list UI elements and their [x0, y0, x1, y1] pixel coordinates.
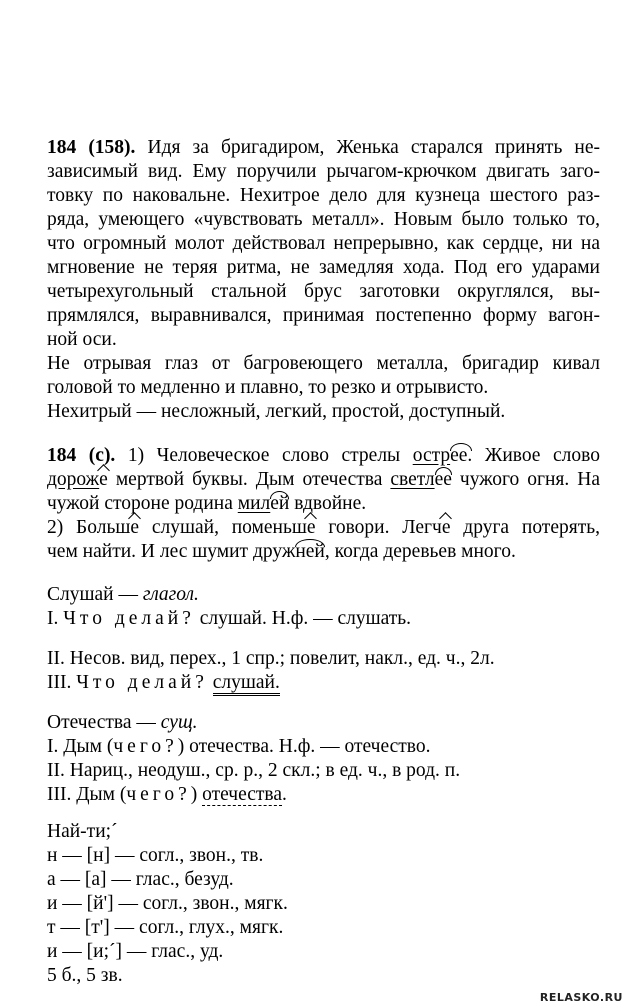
phon-row: т — [т'] — согл., глух., мягк.	[47, 917, 284, 938]
word-dorozhe: дороже	[47, 469, 108, 490]
phon-heading: Най-ти;´	[47, 821, 118, 842]
parse2-row-1: I. Дым (чего?) отечества. Н.ф. — отечество.	[47, 736, 431, 757]
parse2-heading: Отечества — сущ.	[47, 712, 198, 733]
phon-row: и — [й'] — согл., звон., мягк.	[47, 893, 288, 914]
phon-row: а — [а] — глас., безуд.	[47, 869, 234, 890]
ex184-line-11: головой то медленно и плавно, то резко и отрывисто.	[47, 377, 489, 398]
parse1-row-2: II. Несов. вид, перех., 1 спр.; повелит, накл., ед. ч., 2л.	[47, 648, 495, 669]
ex184c-line-2: дороже мертвой буквы. Дым отечества светлее чужого огня. На	[47, 469, 600, 490]
ex184-line-4: ряда, умеющего «чувствовать металл». Новым было только то,	[47, 209, 600, 230]
ex184-number: 184 (158).	[47, 137, 136, 158]
ex184-line-2: зависимый вид. Ему поручили рычагом-крючком двигать заго-	[47, 161, 600, 182]
ex184-line-1: 184 (158). Идя за бригадиром, Женька старался принять не-	[47, 137, 600, 158]
ex184-line-3: товку по наковальне. Нехитрое дело для кузнеца шестого раз-	[47, 185, 600, 206]
ex184-line-5: что огромный молот действовал непрерывно, как сердце, ни на	[47, 233, 600, 254]
parse2-row-2: II. Нариц., неодуш., ср. р., 2 скл.; в ед. ч., в род. п.	[47, 760, 461, 781]
ex184c-line-3: чужой стороне родина милей вдвойне.	[47, 493, 367, 514]
parse1-row-1: I. Что делай? слушай. Н.ф. — слушать.	[47, 608, 412, 629]
ex184-line-6: мгновение не теряя ритма, не замедляя хода. Под его ударами	[47, 257, 600, 278]
phon-total: 5 б., 5 зв.	[47, 965, 123, 986]
ex184-line-9: ной оси.	[47, 329, 117, 350]
parse2-row-3: III. Дым (чего?) отечества.	[47, 784, 287, 805]
ex184c-number: 184 (с).	[47, 445, 116, 466]
phon-row: и — [и;´] — глас., уд.	[47, 941, 224, 962]
ex184-line-8: прямлялся, выравнивался, принимая постепенно форму вагон-	[47, 305, 600, 326]
word-svetlee: светлее	[390, 469, 452, 490]
ex184c-line-4: 2) Больше слушай, поменьше говори. Легче друга потерять,	[47, 517, 600, 538]
ex184-line-12: Нехитрый — несложный, легкий, простой, доступный.	[47, 401, 506, 422]
ex184-line-10: Не отрывая глаз от багровеющего металла, бригадир кивал	[47, 353, 600, 374]
parse1-heading: Слушай — глагол.	[47, 584, 199, 605]
ex184c-line-1: 184 (с). 1) Человеческое слово стрелы острее. Живое слово	[47, 445, 600, 466]
parse1-row-3: III. Что делай? слушай.	[47, 671, 600, 695]
watermark: RELASKO.RU	[539, 991, 623, 1004]
ex184-line-7: четырехугольный стальной брус заготовки округлялся, вы-	[47, 281, 600, 302]
ex184c-line-5: чем найти. И лес шумит дружней, когда деревьев много.	[47, 541, 516, 562]
phon-row: н — [н] — согл., звон., тв.	[47, 845, 264, 866]
word-otechestva: отечества	[202, 784, 283, 805]
word-slushai: слушай.	[213, 672, 280, 696]
word-milei: милей	[237, 493, 290, 514]
word-ostree: острее.	[412, 445, 473, 466]
